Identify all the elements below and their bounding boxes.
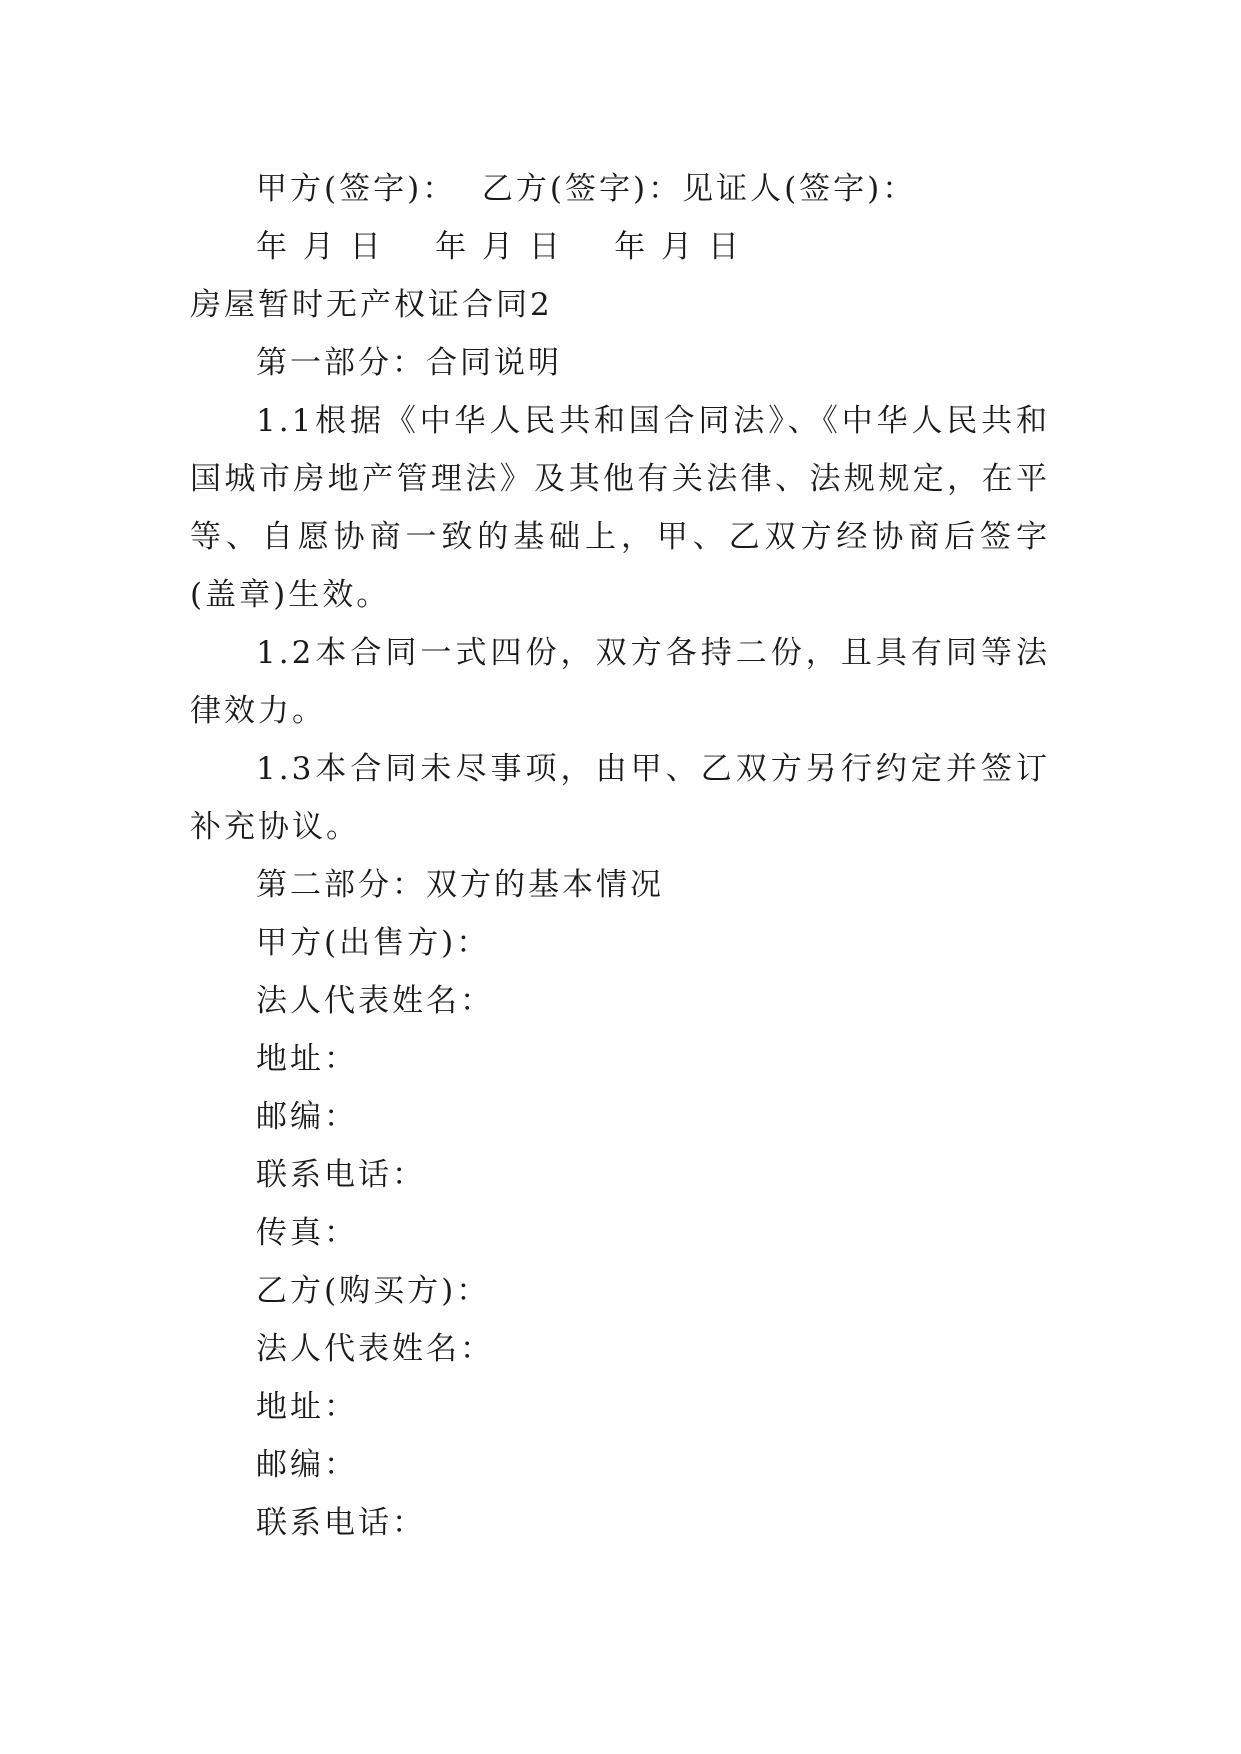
part2-heading: 第二部分：双方的基本情况 (256, 867, 664, 903)
clause-1-3: 1.3本合同未尽事项，由甲、乙双方另行约定并签订补充协议。 (190, 751, 1050, 845)
party-b-address: 地址： (256, 1389, 358, 1425)
document-body (190, 160, 1050, 1552)
party-a-legal-rep: 法人代表姓名： (256, 983, 494, 1019)
party-a-postcode: 邮编： (256, 1099, 358, 1135)
party-b-phone: 联系电话： (256, 1505, 426, 1541)
party-a-phone: 联系电话： (256, 1157, 426, 1193)
party-b-postcode: 邮编： (256, 1447, 358, 1483)
party-a-fax: 传真： (256, 1215, 358, 1251)
date-line: 年 月 日 年 月 日 年 月 日 (256, 229, 742, 265)
clause-1-2: 1.2本合同一式四份，双方各持二份，且具有同等法律效力。 (190, 635, 1050, 729)
signature-line: 甲方(签字)： 乙方(签字)：见证人(签字)： (256, 171, 917, 207)
document-title: 房屋暂时无产权证合同2 (190, 287, 553, 323)
party-a-address: 地址： (256, 1041, 358, 1077)
party-b-label: 乙方(购买方)： (256, 1273, 491, 1309)
part1-heading: 第一部分：合同说明 (256, 345, 562, 381)
clause-1-1: 1.1根据《中华人民共和国合同法》、《中华人民共和国城市房地产管理法》及其他有关法律、法规规定，在平等、自愿协商一致的基础上，甲、乙双方经协商后签字(盖章)生效。 (190, 403, 1050, 613)
party-b-legal-rep: 法人代表姓名： (256, 1331, 494, 1367)
party-a-label: 甲方(出售方)： (256, 925, 491, 961)
